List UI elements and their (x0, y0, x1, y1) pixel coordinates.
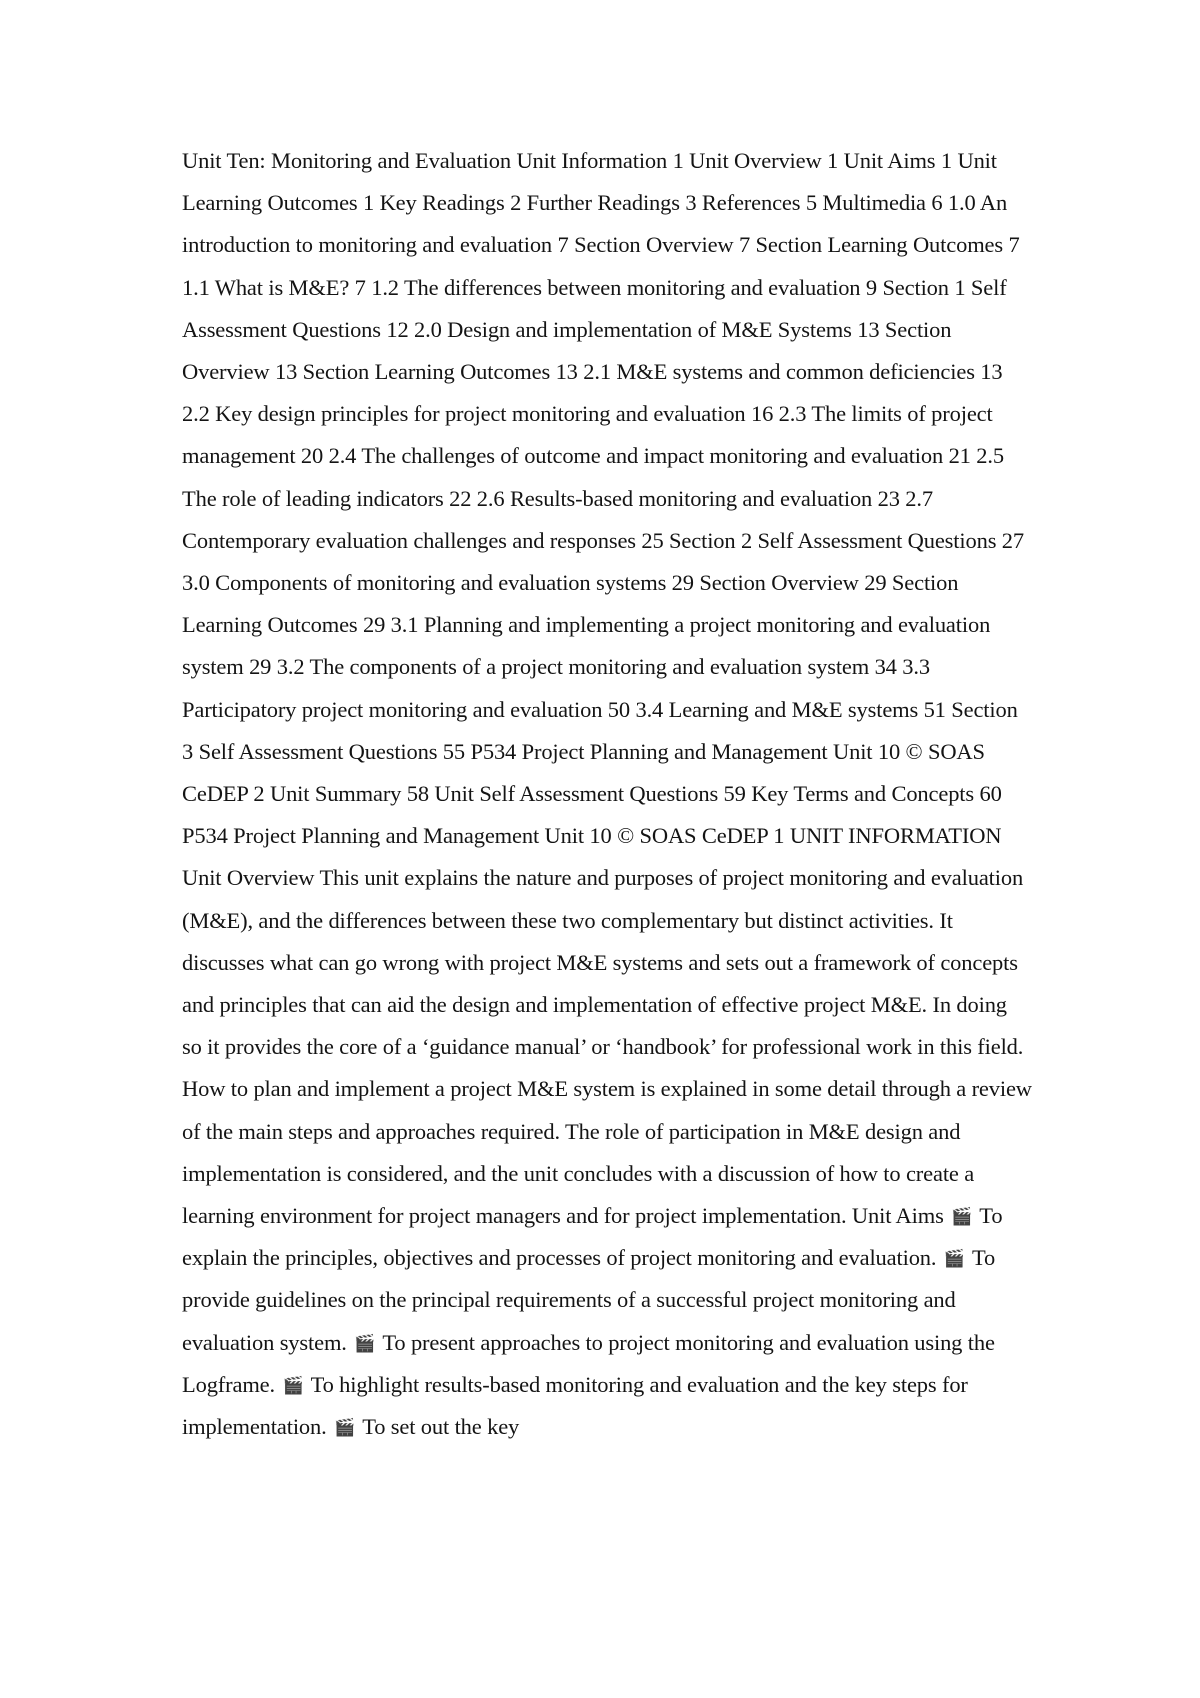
clapperboard-icon: 🎬 (282, 1375, 304, 1396)
document-body-text (182, 140, 1032, 1448)
text-before-aims: Unit Ten: Monitoring and Evaluation Unit Information 1 Unit Overview 1 Unit Aims 1 Unit Learning Outcomes 1 Key Readings 2 Further Readings 3 References 5 Multimedia 6 1.0 An introduction to monitoring and evaluation 7 Section Overview 7 Section Learning Outcomes 7 1.1 What is M&E? 7 1.2 The differences between monitoring and evaluation 9 Section 1 Self Assessment Questions 12 2.0 Design and implementation of M&E Systems 13 Section Overview 13 Section Learning Outcomes 13 2.1 M&E systems and common deficiencies 13 2.2 Key design principles for project monitoring and evaluation 16 2.3 The limits of project management 20 2.4 The challenges of outcome and impact monitoring and evaluation 21 2.5 The role of leading indicators 22 2.6 Results-based monitoring and evaluation 23 2.7 Contemporary evaluation challenges and responses 25 Section 2 Self Assessment Questions 27 3.0 Components of monitoring and evaluation systems 29 Section Overview 29 Section Learning Outcomes 29 3.1 Planning and implementing a project monitoring and evaluation system 29 3.2 The components of a project monitoring and evaluation system 34 3.3 Participatory project monitoring and evaluation 50 3.4 Learning and M&E systems 51 Section 3 Self Assessment Questions 55 P534 Project Planning and Management Unit 10 © SOAS CeDEP 2 Unit Summary 58 Unit Self Assessment Questions 59 Key Terms and Concepts 60 P534 Project Planning and Management Unit 10 © SOAS CeDEP 1 UNIT INFORMATION Unit Overview This unit explains the nature and purposes of project monitoring and evaluation (M&E), and the differences between these two complementary but distinct activities. It discusses what can go wrong with project M&E systems and sets out a framework of concepts and principles that can aid the design and implementation of effective project M&E. In doing so it provides the core of a ‘guidance manual’ or ‘handbook’ for professional work in this field. How to plan and implement a project M&E system is explained in some detail through a review of the main steps and approaches required. The role of participation in M&E design and implementation is considered, and the unit concludes with a discussion of how to create a learning environment for project managers and for project implementation. Unit Aims (182, 148, 1032, 1229)
aim-item: To highlight results-based monitoring and evaluation and the key steps for implementation. (182, 1371, 968, 1440)
aim-item: To explain the principles, objectives and processes of project monitoring and evaluation. (182, 1203, 1003, 1271)
clapperboard-icon: 🎬 (943, 1249, 965, 1270)
clapperboard-icon: 🎬 (951, 1207, 973, 1228)
clapperboard-icon: 🎬 (334, 1418, 356, 1439)
clapperboard-icon: 🎬 (354, 1333, 376, 1354)
aim-item: To provide guidelines on the principal requirements of a successful project monitoring and evaluation system. (182, 1245, 996, 1355)
aim-item: To set out the key (362, 1414, 520, 1440)
aim-item: To present approaches to project monitoring and evaluation using the Logframe. (182, 1329, 995, 1397)
